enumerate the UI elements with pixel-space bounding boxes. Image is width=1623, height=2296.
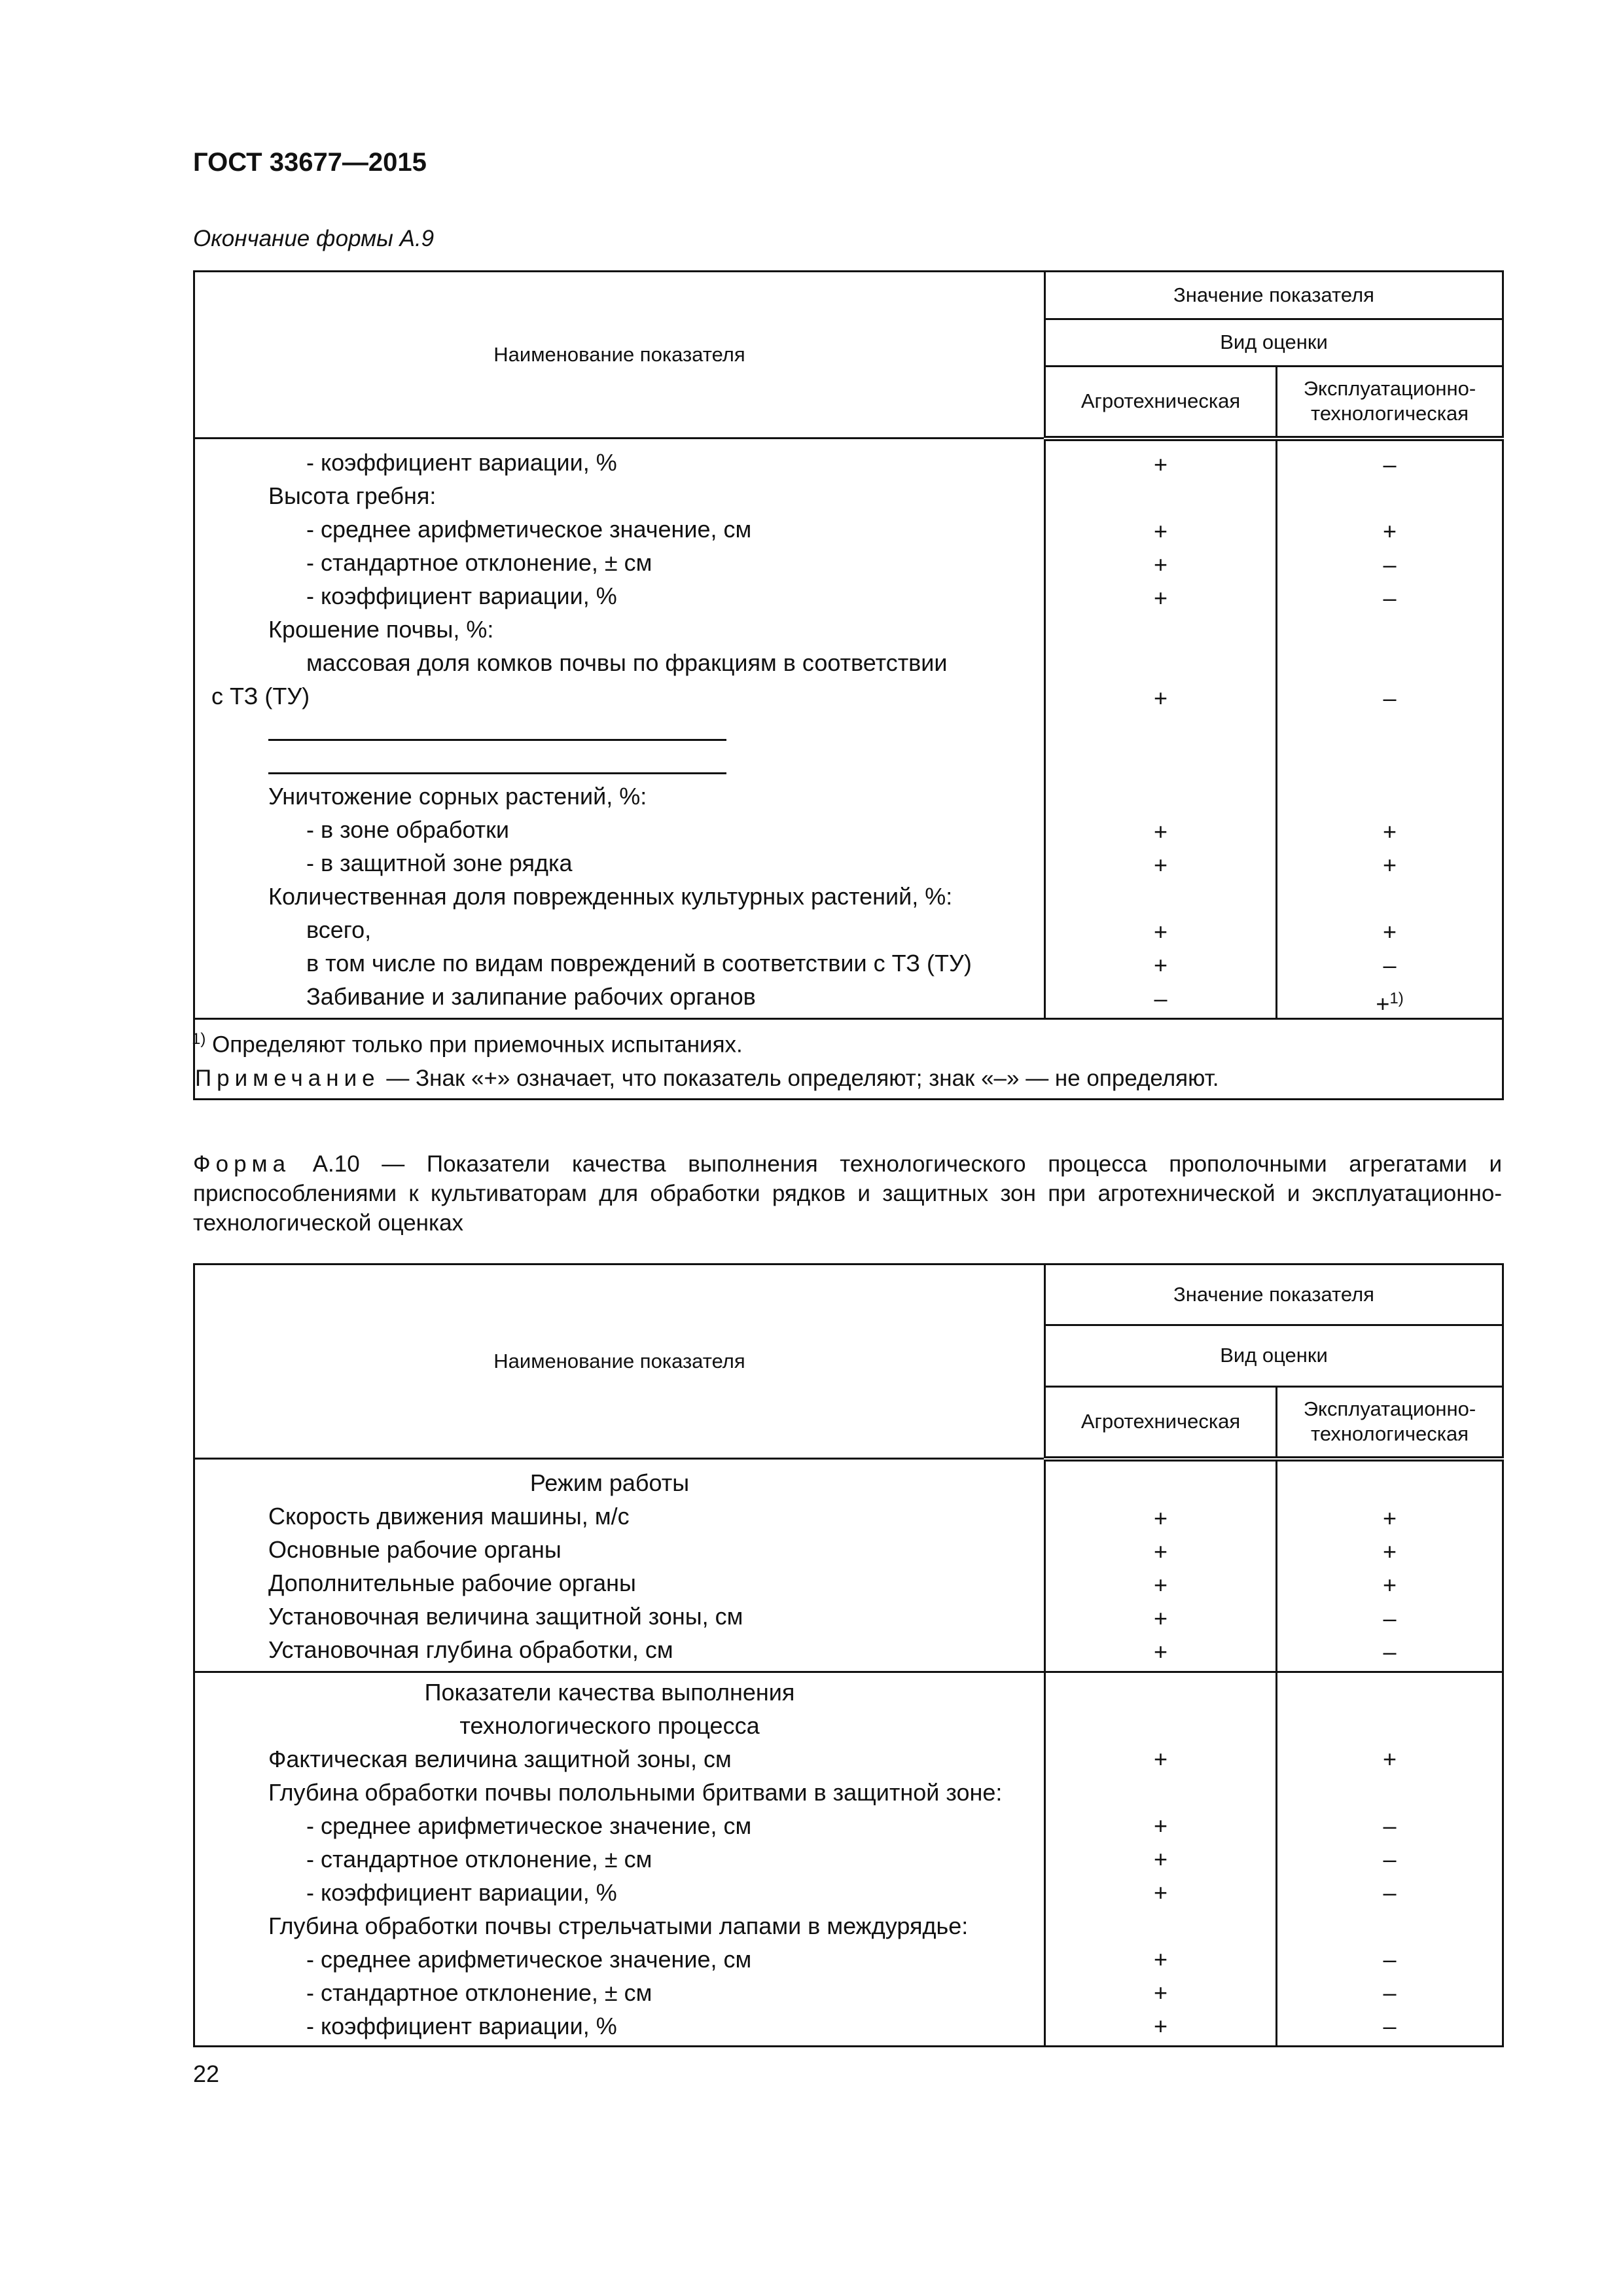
blank-rule [195, 713, 1044, 746]
agro-mark: + [1153, 450, 1168, 478]
agro-mark [1046, 615, 1275, 648]
row-label: Количественная доля поврежденных культурных растений, %: [268, 883, 953, 910]
expl-mark: + [1382, 1537, 1397, 1565]
expl-mark: – [1383, 1604, 1397, 1632]
row-label: с ТЗ (ТУ) [211, 683, 310, 709]
footnote [192, 1020, 1502, 1059]
page-number: 22 [193, 2060, 220, 2087]
row-label: - среднее арифметическое значение, см [306, 516, 752, 543]
agro-mark: + [1153, 1878, 1168, 1906]
section-title: технологического процесса [459, 1712, 760, 1739]
row-label: Глубина обработки почвы полольными бритвами в защитной зоне: [268, 1778, 1003, 1806]
expl-mark [1277, 1776, 1502, 1809]
expl-mark: – [1383, 550, 1397, 578]
blank-rule [195, 746, 1044, 780]
agro-mark: + [1153, 1638, 1168, 1665]
column-header-expl: Эксплуатационно-технологическая [1277, 367, 1503, 439]
row-label: Основные рабочие органы [268, 1536, 562, 1563]
row-label: Уничтожение сорных растений, %: [268, 783, 647, 810]
names-column [194, 439, 1045, 1019]
form-continuation-caption: Окончание формы А.9 [193, 226, 435, 251]
expl-mark: + [1382, 517, 1397, 545]
agro-mark [1046, 1909, 1275, 1943]
row-label: - стандартное отклонение, ± см [306, 549, 652, 576]
expl-column [1277, 439, 1503, 1019]
agro-mark [1046, 781, 1275, 815]
row-label: Скорость движения машины, м/с [268, 1503, 630, 1530]
row-label: - коэффициент вариации, % [306, 1878, 617, 1906]
row-label: - среднее арифметическое значение, см [306, 1945, 752, 1973]
agro-mark: + [1153, 918, 1168, 945]
expl-mark: – [1383, 1638, 1397, 1665]
agro-mark: + [1153, 1845, 1168, 1873]
agro-mark: + [1153, 1945, 1168, 1973]
agro-mark: + [1153, 1979, 1168, 2006]
agro-mark: + [1153, 1504, 1168, 1532]
expl-mark: + [1382, 1571, 1397, 1598]
column-header-agro: Агротехническая [1045, 1387, 1277, 1459]
agro-mark [1046, 1776, 1275, 1809]
expl-mark: – [1383, 1845, 1397, 1873]
agro-mark: – [1154, 984, 1168, 1012]
form-a10-table [193, 1263, 1504, 2047]
row-label: Высота гребня: [268, 482, 437, 509]
agro-column [1045, 1459, 1277, 1672]
expl-mark [1277, 781, 1502, 815]
form-a9-table [193, 270, 1504, 1100]
row-label: - стандартное отклонение, ± см [306, 1979, 652, 2006]
form-title-text: А.10 — Показатели качества выполнения технологического процесса прополочными агрегатами и приспособлениями к культиваторам для обработки рядков и защитных зон при агротехнической и эксплуатационно-технологической оценках [193, 1151, 1502, 1236]
expl-mark: + [1382, 851, 1397, 878]
agro-mark: + [1153, 851, 1168, 878]
agro-mark: + [1153, 1537, 1168, 1565]
row-label: Фактическая величина защитной зоны, см [268, 1745, 732, 1772]
column-header-value: Значение показателя [1045, 1265, 1503, 1325]
column-header-assessment: Вид оценки [1045, 1325, 1503, 1387]
expl-mark-value: + [1376, 990, 1390, 1017]
agro-column [1045, 439, 1277, 1019]
expl-mark: – [1383, 1945, 1397, 1973]
table-footer [194, 1018, 1503, 1099]
table-body [194, 439, 1503, 1019]
expl-column [1277, 1672, 1503, 2046]
row-label: Глубина обработки почвы стрельчатыми лапами в междурядье: [268, 1912, 969, 1939]
expl-mark: – [1383, 951, 1397, 978]
expl-mark: – [1383, 1979, 1397, 2006]
names-column [194, 1672, 1045, 2046]
footnote-text: Определяют только при приемочных испытаниях. [212, 1031, 743, 1058]
column-header-value: Значение показателя [1045, 272, 1503, 319]
agro-mark: + [1153, 817, 1168, 845]
agro-mark: + [1153, 584, 1168, 611]
form-a10-title [193, 1149, 1502, 1238]
row-label: - коэффициент вариации, % [306, 449, 617, 476]
column-header-agro: Агротехническая [1045, 367, 1277, 439]
row-label: всего, [306, 916, 372, 943]
footnote-mark: 1) [192, 1030, 206, 1048]
row-label: Забивание и залипание рабочих органов [306, 983, 756, 1010]
section-quality-indicators [194, 1672, 1503, 2046]
expl-mark: – [1383, 2012, 1397, 2039]
agro-mark: + [1153, 1571, 1168, 1598]
row-label: - коэффициент вариации, % [306, 583, 617, 609]
expl-column [1277, 1459, 1503, 1672]
expl-mark: – [1383, 684, 1397, 711]
row-label: - стандартное отклонение, ± см [306, 1845, 652, 1873]
column-header-name: Наименование показателя [194, 1265, 1045, 1459]
agro-mark [1046, 481, 1275, 514]
expl-mark: – [1383, 450, 1397, 478]
agro-mark: + [1153, 951, 1168, 978]
row-label: Крошение почвы, %: [268, 616, 494, 643]
expl-mark: + [1382, 1504, 1397, 1532]
row-label: массовая доля комков почвы по фракциям в соответствии [306, 649, 948, 676]
agro-mark: + [1153, 550, 1168, 578]
document-code: ГОСТ 33677—2015 [193, 148, 427, 177]
expl-mark: – [1383, 1878, 1397, 1906]
expl-mark [1277, 1909, 1502, 1943]
agro-mark: + [1153, 517, 1168, 545]
column-header-expl: Эксплуатационно-технологическая [1277, 1387, 1503, 1459]
note-label: Примечание [195, 1065, 380, 1091]
section-title: Режим работы [529, 1469, 690, 1496]
agro-mark: + [1153, 2012, 1168, 2039]
form-label: Форма [193, 1151, 291, 1177]
note [195, 1059, 1502, 1098]
row-label: - в защитной зоне рядка [306, 850, 573, 876]
column-header-name: Наименование показателя [194, 272, 1045, 439]
expl-mark: + [1382, 817, 1397, 845]
row-label: - коэффициент вариации, % [306, 2012, 617, 2039]
expl-mark: + [1382, 1745, 1397, 1772]
agro-column [1045, 1672, 1277, 2046]
column-header-assessment: Вид оценки [1045, 319, 1503, 367]
agro-mark: + [1153, 1745, 1168, 1772]
expl-mark [1277, 481, 1502, 514]
agro-mark [1046, 882, 1275, 915]
footnote-ref: 1) [1389, 989, 1404, 1007]
row-label: Установочная величина защитной зоны, см [268, 1603, 743, 1630]
expl-mark [1277, 648, 1502, 681]
note-text: — Знак «+» означает, что показатель определяют; знак «–» — не определяют. [380, 1065, 1219, 1091]
expl-mark: – [1383, 584, 1397, 611]
expl-mark [1277, 615, 1502, 648]
agro-mark: + [1153, 1812, 1168, 1839]
expl-mark [1277, 982, 1502, 1015]
agro-mark: + [1153, 684, 1168, 711]
agro-mark [1046, 648, 1275, 681]
agro-mark: + [1153, 1604, 1168, 1632]
expl-mark: – [1383, 1812, 1397, 1839]
row-label: - в зоне обработки [306, 816, 510, 843]
expl-mark: + [1382, 918, 1397, 945]
row-label: Дополнительные рабочие органы [268, 1570, 636, 1596]
row-label: - среднее арифметическое значение, см [306, 1812, 752, 1839]
section-operating-mode [194, 1459, 1503, 1672]
section-title: Показатели качества выполнения [424, 1678, 795, 1706]
row-label: Установочная глубина обработки, см [268, 1636, 673, 1663]
names-column [194, 1459, 1045, 1672]
expl-mark [1277, 882, 1502, 915]
row-label: в том числе по видам повреждений в соответствии с ТЗ (ТУ) [306, 950, 972, 977]
